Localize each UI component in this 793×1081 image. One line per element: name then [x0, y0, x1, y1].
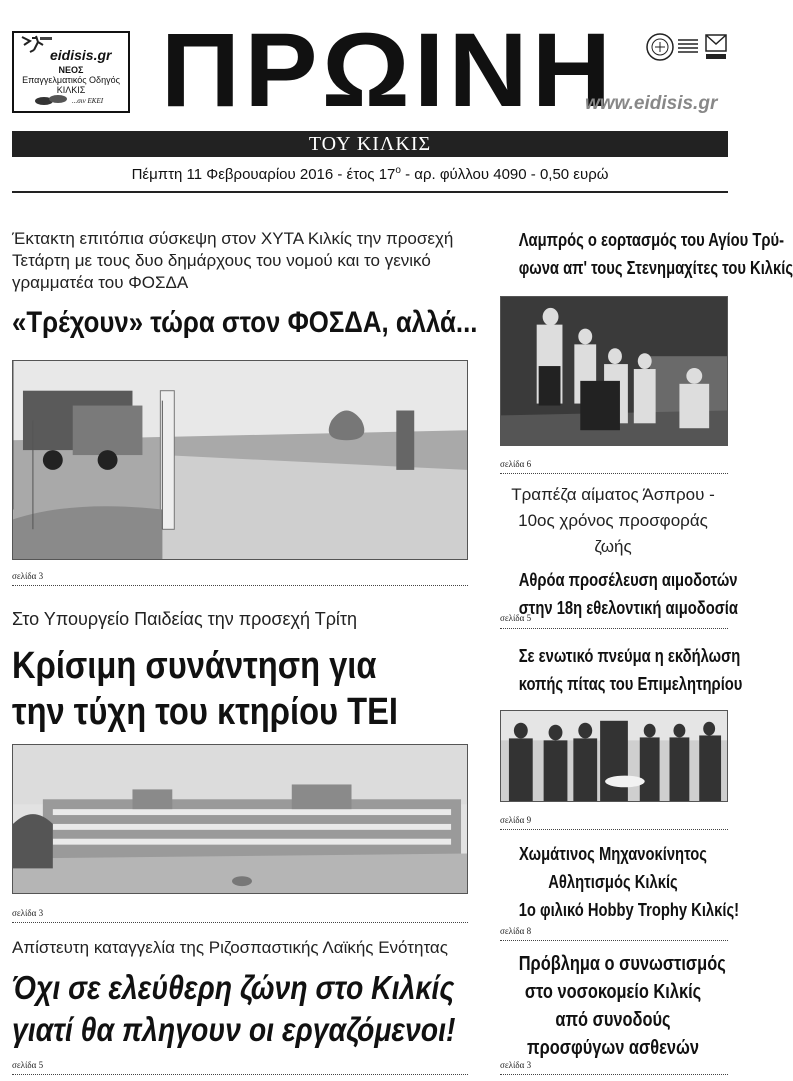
right-story4-divider — [500, 940, 728, 941]
advertisement-box — [12, 31, 130, 113]
story2-page-ref: σελίδα 3 — [12, 908, 44, 918]
photo-tei-building — [12, 744, 468, 894]
story1-kicker: Έκτακτη επιτόπια σύσκεψη στον ΧΥΤΑ Κιλκίς την προσεχή Τετάρτη με τους δυο δημάρχους του νομού και το γενικό γραμματέα του ΦΟΣΔΑ — [12, 229, 454, 292]
right-story4-headline-line2: Αθλητισμός Κιλκίς — [548, 872, 678, 892]
right-story5-headline-line3: από συνοδούς — [555, 1009, 671, 1031]
ad-line-3: ΚΙΛΚΙΣ — [56, 85, 86, 95]
photo-landfill-entrance — [12, 360, 468, 560]
story1-divider — [12, 585, 468, 586]
website-url: www.eidisis.gr — [585, 93, 718, 114]
right-story2-kicker-line2: 10ος χρόνος προσφοράς ζωής — [518, 511, 708, 556]
story3-headline-line2: γιατί θα πληγουν οι εργαζόμενοι! — [12, 1011, 456, 1048]
right-story3 — [498, 642, 743, 698]
story3-page-ref: σελίδα 5 — [12, 1060, 44, 1070]
right-story3-headline-line1: Σε ενωτικό πνεύμα η εκδήλωση — [518, 646, 741, 666]
story2-kicker: Στο Υπουργείο Παιδείας την προσεχή Τρίτη — [12, 609, 358, 629]
post-stamp-icon — [645, 32, 675, 62]
story3-kicker: Απίστευτη καταγγελία της Ριζοσπαστικής Λαϊκής Ενότητας — [12, 938, 448, 957]
photo-folk-dancers — [500, 296, 728, 446]
right-story3-headline-line2: κοπής πίτας του Επιμελητηρίου — [518, 674, 743, 694]
right-story4 — [498, 840, 740, 924]
dateline-superscript: ο — [395, 165, 401, 176]
ad-line-2: Επαγγελματικός Οδηγός — [22, 75, 120, 85]
right-story5-headline-line4: προσφύγων ασθενών — [527, 1037, 699, 1059]
right-story5-page-ref: σελίδα 3 — [500, 1060, 532, 1070]
right-story3-divider — [500, 829, 728, 830]
story2-headline-line2: την τύχη του κτηρίου ΤΕΙ — [12, 691, 398, 733]
dateline-issue: - αρ. φύλλου 4090 - 0,50 ευρώ — [400, 166, 609, 183]
right-story2-page-ref: σελίδα 5 — [500, 613, 532, 623]
right-story4-headline-line1: Χωμάτινος Μηχανοκίνητος — [519, 844, 707, 864]
right-story4-headline-line3: 1ο φιλικό Hobby Trophy Κιλκίς! — [518, 900, 740, 920]
right-story5-divider — [500, 1074, 728, 1075]
ad-line-1: ΝΕΟΣ — [58, 65, 84, 75]
dateline — [12, 165, 728, 183]
stamp-lines-icon — [676, 32, 700, 62]
story3-headline-line1: Όχι σε ελεύθερη ζώνη στο Κιλκίς — [12, 969, 455, 1006]
right-story1 — [498, 226, 793, 282]
story3-divider — [12, 1074, 468, 1075]
right-story2-headline-line1: Αθρόα προσέλευση αιμοδοτών — [518, 570, 738, 590]
ad-site-name: eidisis.gr — [50, 47, 112, 63]
right-story1-divider — [500, 473, 728, 474]
ad-footer: ...σιν ΕΚΕΙ — [72, 97, 104, 105]
right-story2-headline-line2: στην 18η εθελοντική αιμοδοσία — [518, 598, 738, 618]
right-story1-headline-line1: Λαμπρός ο εορτασμός του Αγίου Τρύ- — [518, 230, 785, 250]
story2-divider — [12, 922, 468, 923]
right-story4-page-ref: σελίδα 8 — [500, 926, 532, 936]
hellenic-post-icon — [703, 32, 729, 62]
right-story5-headline-line1: Πρόβλημα ο συνωστισμός — [518, 953, 726, 975]
photo-pita-cutting — [500, 710, 728, 802]
right-story5-headline-line2: στο νοσοκομείο Κιλκίς — [524, 981, 702, 1003]
subtitle-bar: ΤΟΥ ΚΙΛΚΙΣ — [12, 131, 728, 157]
story1-page-ref: σελίδα 3 — [12, 571, 44, 581]
right-story3-page-ref: σελίδα 9 — [500, 815, 532, 825]
story2-headline-line1: Κρίσιμη συνάντηση για — [12, 645, 377, 687]
header-rule — [12, 191, 728, 193]
right-story5 — [498, 950, 728, 1062]
newspaper-title: ΠΡΩΙΝΗ — [160, 12, 616, 129]
runner-logo-icon — [20, 35, 54, 53]
right-story2-divider — [500, 628, 728, 629]
dateline-date: Πέμπτη 11 Φεβρουαρίου 2016 - έτος 17 — [131, 166, 396, 183]
story1-headline: «Τρέχουν» τώρα στον ΦΟΣΔΑ, αλλά... — [12, 306, 478, 339]
right-story1-headline-line2: φωνα απ' τους Στενημαχίτες του Κιλκίς — [518, 258, 793, 278]
right-story2-kicker-line1: Τραπέζα αίματος Άσπρου - — [511, 485, 715, 504]
right-story2 — [498, 482, 738, 622]
right-story1-page-ref: σελίδα 6 — [500, 459, 532, 469]
shoes-icon — [34, 91, 68, 107]
